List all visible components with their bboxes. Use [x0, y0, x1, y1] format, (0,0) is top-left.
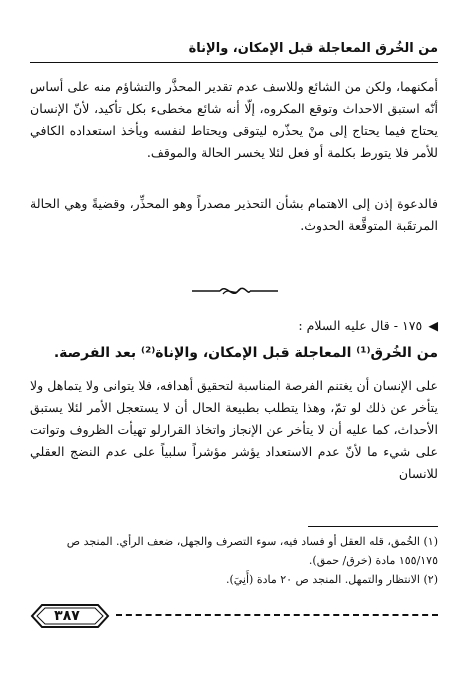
triangle-marker-icon: ◀: [428, 318, 438, 333]
page-number-bar: [30, 603, 438, 629]
footnote-rule: [308, 526, 438, 527]
paragraph-1: أمكنهما، ولكن من الشائع وللاسف عدم تقدير المحذَّر والتشاؤم منه على أساس أنّه استبق الاحداث وتوقع المكروه، إلّا أنه شائع مخطىء بكل تأكيد، لأنّ الإنسان يحتاج فيما يحتاج إلى منْ يحذّره ليتوقى ويحتاط لنفسه ويأخذ استعداده الكافي للأمر فلا يتورط بكلمة أو فعل لئلا يخسر الحالة والموقف.: [30, 79, 438, 160]
dashed-rule: [116, 614, 438, 616]
page-number: ٣٨٧: [54, 608, 80, 624]
section-number-line: [30, 316, 438, 336]
saying-heading: من الخُرق⁽¹⁾ المعاجلة قبل الإمكان، والإناة⁽²⁾ بعد الفرصة.: [53, 345, 438, 361]
footnote-2: (٢) الانتظار والتمهل. المنجد ص ٢٠ مادة (أَنِيَ).: [225, 573, 438, 586]
paragraph-2: فالدعوة إذن إلى الاهتمام بشأن التحذير مصدراً وهو المحذِّر، وقضيةً وهي الحالة المرتقَبة المتوقَّعة الحدوث.: [30, 196, 438, 233]
header-rule: [30, 62, 438, 63]
commentary-paragraph: على الإنسان أن يغتنم الفرصة المناسبة لتحقيق أهدافه، فلا يتوانى ولا يتماهل ولا يتأخر عن ذلك لو تمّ، وهذا يتطلب بطبيعة الحال أن لا يستعجل الأمر لئلا يستبق الأحداث، كما عليه أن لا يتأخر عن الإنجاز واتخاذ القرارلو تهيأت الظروف وتواتت على شيء ما لأنّ عدم الاستعداد يؤشر مؤشراً سلبياً على عدم النضج العقلي للانسان: [30, 378, 438, 481]
section-number: ١٧٥ - قال عليه السلام :: [298, 318, 423, 333]
section-ornament: [190, 282, 280, 300]
footnote-1: (١) الخُمق، قله العقل أو فساد فيه، سوء التصرف والجهل، ضعف الرأي. المنجد ص ١٥٥/١٧٥ مادة (خرق/ حمق).: [66, 535, 438, 567]
running-header: من الخُرق المعاجلة قبل الإمكان، والإناة: [188, 41, 438, 56]
